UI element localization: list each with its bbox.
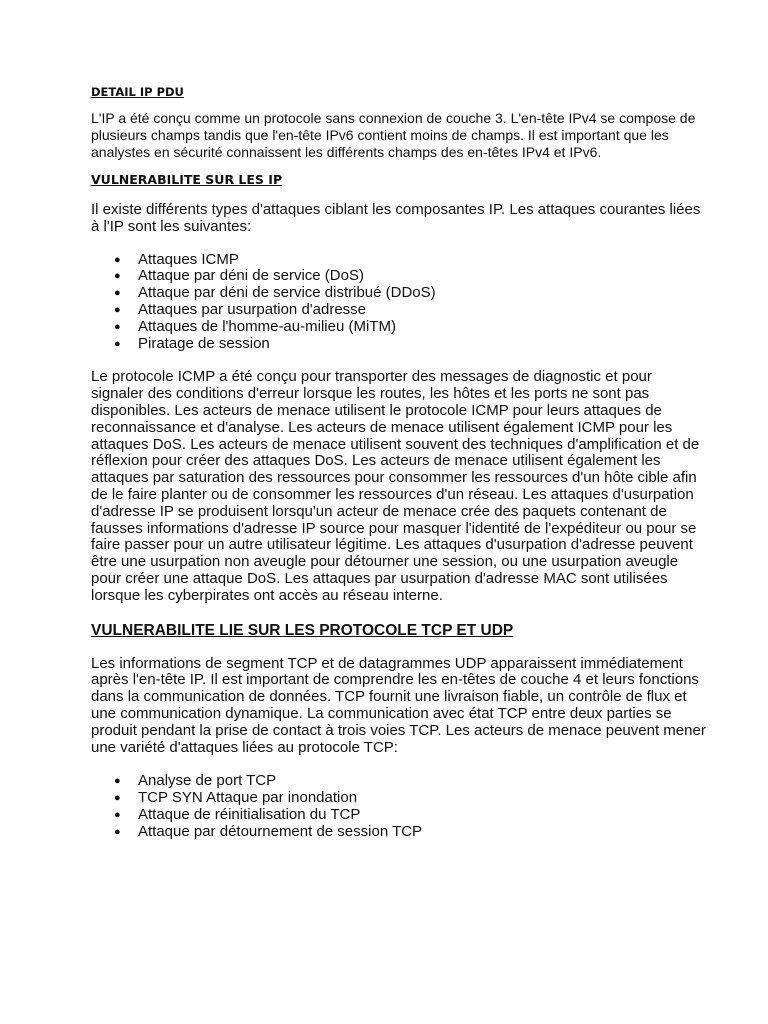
heading-detail-ip-pdu: DETAIL IP PDU	[91, 85, 184, 99]
bullet-icon: ●	[114, 825, 121, 838]
heading-vulnerabilite-ip: VULNERABILITE SUR LES IP	[91, 172, 283, 187]
list-item: ● Attaque par détournement de session TCP	[114, 822, 423, 840]
list-item: ● TCP SYN Attaque par inondation	[114, 789, 358, 807]
bullet-icon: ●	[114, 337, 121, 350]
bullet-icon: ●	[114, 253, 121, 266]
bullet-icon: ●	[114, 792, 121, 805]
paragraph-tcp-udp: Les informations de segment TCP et de datagrammes UDP apparaissent immédiatement après l'en-tête IP. Il est important de comprendre les en-têtes de couche 4 et leurs fonctions dans la communication de données. TCP fournit une livraison fiable, un contrôle de flux et une communication dynamique. La communication avec état TCP entre deux parties se produit pendant la prise de contact à trois voies TCP. Les acteurs de menace peuvent mener une variété d'attaques liées au protocole TCP:	[91, 654, 706, 756]
bullet-icon: ●	[114, 270, 121, 283]
bullet-icon: ●	[114, 808, 121, 821]
list-item: ● Attaques par usurpation d'adresse	[114, 300, 367, 318]
list-item: ● Attaques de l'homme-au-milieu (MiTM)	[114, 317, 396, 335]
bullet-icon: ●	[114, 303, 121, 316]
bullet-icon: ●	[114, 775, 121, 788]
paragraph-icmp: Le protocole ICMP a été conçu pour transporter des messages de diagnostic et pour signaler des conditions d'erreur lorsque les routes, les hôtes et les ports ne sont pas disponibles. Les acteurs de menace utilisent le protocole ICMP pour leurs attaques de reconnaissance et d'analyse. Les acteurs de menace utilisent également ICMP pour les attaques DoS. Les acteurs de menace utilisent souvent des techniques d'amplification et de réflexion pour créer des attaques DoS. Les acteurs de menace utilisent également les attaques par saturation des ressources pour consommer les ressources d'un hôte cible afin de le faire planter ou de consommer les ressources d'un réseau. Les attaques d'usurpation d'adresse IP se produisent lorsqu'un acteur de menace crée des paquets contenant de fausses informations d'adresse IP source pour masquer l'identité de l'expéditeur ou pour se faire passer pour un autre utilisateur légitime. Les attaques d'usurpation d'adresse peuvent être une usurpation non aveugle pour détourner une session, ou une usurpation aveugle pour créer une attaque DoS. Les attaques par usurpation d'adresse MAC sont utilisées lorsque les cyberpirates ont accès au réseau interne.	[91, 368, 700, 604]
list-ip-attacks	[91, 252, 708, 353]
paragraph-ip-intro: L'IP a été conçu comme un protocole sans connexion de couche 3. L'en-tête IPv4 se compose de plusieurs champs tandis que l'en-tête IPv6 contient moins de champs. Il est important que les analystes en sécurité connaissent les différents champs des en-têtes IPv4 et IPv6.	[91, 110, 696, 160]
list-item: ● Attaque par déni de service distribué (DDoS)	[114, 284, 436, 302]
heading-vulnerabilite-tcp-udp: VULNERABILITE LIE SUR LES PROTOCOLE TCP ET UDP	[91, 621, 514, 639]
bullet-icon: ●	[114, 320, 121, 333]
list-item: ● Analyse de port TCP	[114, 772, 277, 790]
list-tcp-attacks	[91, 773, 708, 840]
bullet-icon: ●	[114, 287, 121, 300]
paragraph-ip-attacks-intro: Il existe différents types d'attaques ciblant les composantes IP. Les attaques courantes liées à l'IP sont les suivantes:	[91, 201, 701, 235]
list-item: ● Piratage de session	[114, 334, 270, 352]
list-item: ● Attaques ICMP	[114, 250, 239, 268]
list-item: ● Attaque par déni de service (DoS)	[114, 267, 364, 285]
list-item: ● Attaque de réinitialisation du TCP	[114, 805, 361, 823]
